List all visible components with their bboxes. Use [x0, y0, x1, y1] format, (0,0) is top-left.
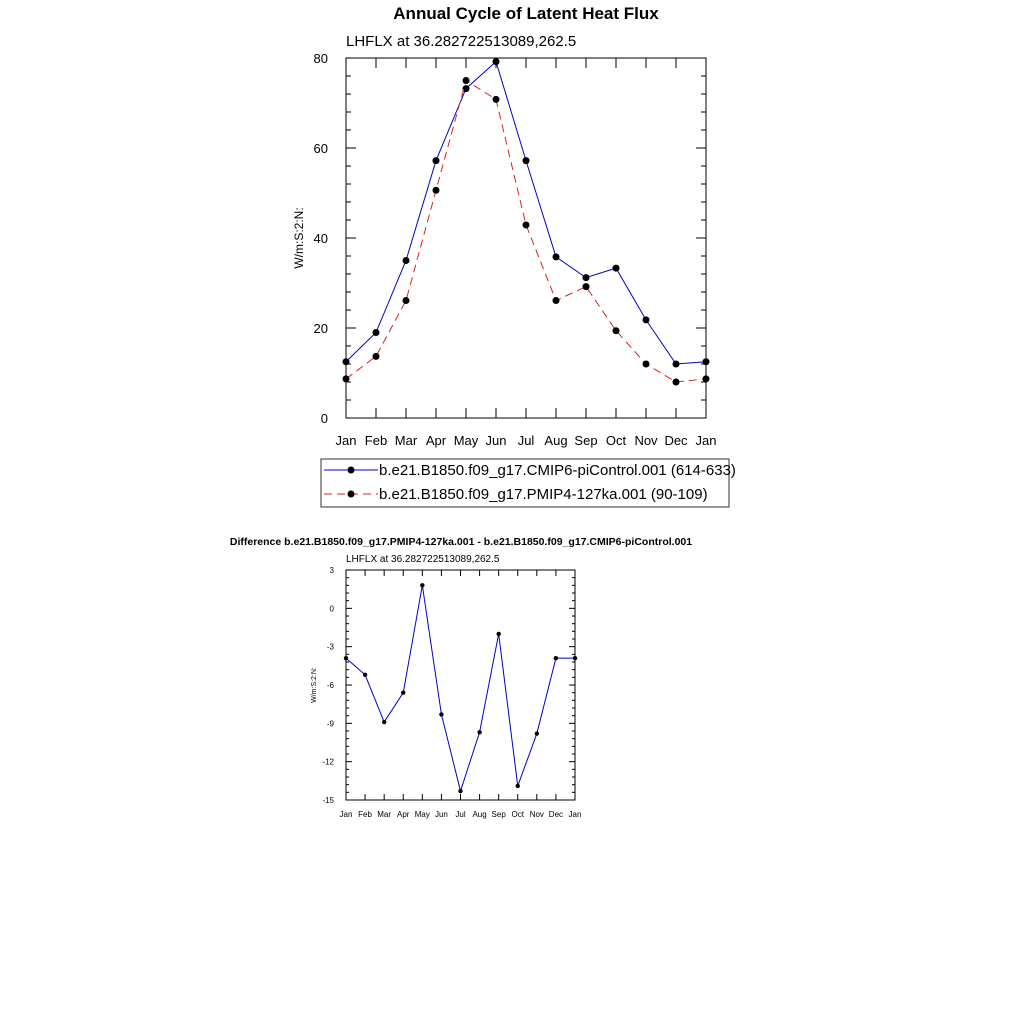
- plot-frame: [346, 58, 706, 418]
- data-point: [583, 274, 590, 281]
- x-tick-label: Feb: [364, 433, 388, 448]
- difference-data-series: [344, 583, 577, 793]
- x-tick-label: Jan: [695, 433, 717, 448]
- data-point: [535, 731, 539, 735]
- x-tick-label: Mar: [394, 433, 418, 448]
- x-tick-label: Jun: [434, 810, 448, 819]
- x-tick-label: Jul: [517, 433, 535, 448]
- difference-plot-frame: [346, 570, 575, 800]
- x-tick-label: Nov: [634, 433, 658, 448]
- x-tick-label: Apr: [425, 433, 447, 448]
- axis-ticks: [346, 58, 706, 418]
- x-tick-label: Oct: [511, 810, 524, 819]
- y-tick-label: 80: [313, 51, 328, 66]
- y-tick-labels: [314, 51, 328, 426]
- legend-marker-1: [348, 491, 355, 498]
- data-point: [523, 221, 530, 228]
- x-tick-label: Mar: [377, 810, 392, 819]
- series-line-0: [346, 62, 706, 364]
- data-point: [643, 361, 650, 368]
- legend-marker-0: [348, 467, 355, 474]
- y-tick-label: 3: [329, 566, 334, 575]
- data-point: [458, 789, 462, 793]
- x-tick-label: Jan: [339, 810, 353, 819]
- difference-chart-title: Difference b.e21.B1850.f09_g17.PMIP4-127ka.001 - b.e21.B1850.f09_g17.CMIP6-piControl.001: [229, 536, 693, 548]
- y-tick-label: -6: [326, 681, 334, 690]
- y-axis-label: W/m:S:2:N:: [292, 207, 306, 269]
- x-tick-label: Feb: [358, 810, 372, 819]
- chart-title: Annual Cycle of Latent Heat Flux: [393, 4, 659, 23]
- difference-y-tick-labels: [322, 566, 334, 805]
- legend: [321, 459, 736, 507]
- data-point: [523, 157, 530, 164]
- data-point: [433, 187, 440, 194]
- y-tick-label: -15: [322, 796, 334, 805]
- data-point: [439, 712, 443, 716]
- legend-label-0: b.e21.B1850.f09_g17.CMIP6-piControl.001 (614-633): [379, 462, 736, 479]
- data-point: [493, 58, 500, 65]
- difference-chart-subtitle: LHFLX at 36.282722513089,262.5: [346, 554, 500, 565]
- x-tick-label: Apr: [397, 810, 410, 819]
- data-point: [403, 257, 410, 264]
- y-tick-label: -9: [326, 719, 334, 729]
- data-point: [403, 297, 410, 304]
- difference-chart: [230, 536, 692, 819]
- data-point: [420, 583, 424, 587]
- data-point: [553, 253, 560, 260]
- annual-cycle-chart: [292, 4, 716, 448]
- data-point: [433, 157, 440, 164]
- y-tick-label: 60: [313, 141, 328, 156]
- data-point: [363, 673, 367, 677]
- x-tick-label: Oct: [605, 433, 627, 448]
- data-point: [554, 656, 558, 660]
- y-tick-label: -12: [322, 757, 334, 767]
- y-tick-label: 20: [313, 321, 328, 336]
- data-series: [343, 58, 710, 385]
- chart-subtitle: LHFLX at 36.282722513089,262.5: [346, 33, 577, 50]
- y-tick-label: 40: [313, 231, 328, 246]
- data-point: [496, 632, 500, 636]
- x-tick-label: May: [453, 433, 479, 448]
- data-point: [613, 327, 620, 334]
- data-point: [401, 690, 405, 694]
- x-tick-label: Sep: [491, 810, 506, 819]
- x-tick-label: Dec: [664, 433, 688, 448]
- x-tick-label: Aug: [544, 433, 568, 448]
- data-point: [673, 361, 680, 368]
- legend-label-1: b.e21.B1850.f09_g17.PMIP4-127ka.001 (90-109): [379, 486, 708, 503]
- y-tick-label: 0: [329, 604, 334, 614]
- data-point: [613, 265, 620, 272]
- legend-entry-1: [324, 486, 708, 503]
- difference-x-tick-labels: [340, 810, 582, 819]
- data-point: [493, 96, 500, 103]
- y-tick-label: -3: [326, 642, 334, 652]
- series-line-1: [346, 81, 706, 383]
- data-point: [553, 297, 560, 304]
- data-point: [382, 720, 386, 724]
- x-tick-label: May: [414, 810, 430, 819]
- x-tick-label: Jan: [568, 810, 582, 819]
- x-tick-label: Jun: [485, 433, 507, 448]
- data-point: [477, 730, 481, 734]
- legend-entry-0: [324, 462, 736, 479]
- data-point: [516, 784, 520, 788]
- x-tick-label: Dec: [548, 810, 564, 819]
- x-tick-label: Jul: [455, 810, 466, 819]
- difference-y-axis-label: W/m:S:2:N:: [311, 667, 318, 703]
- x-tick-label: Jan: [335, 433, 357, 448]
- data-point: [373, 329, 380, 336]
- data-point: [673, 379, 680, 386]
- y-tick-label: 0: [320, 411, 328, 426]
- difference-axis-ticks: [346, 570, 575, 800]
- x-tick-labels: [336, 433, 717, 448]
- x-tick-label: Aug: [472, 810, 487, 819]
- x-tick-label: Sep: [574, 433, 598, 448]
- series-line-0: [346, 585, 575, 791]
- data-point: [583, 283, 590, 290]
- data-point: [643, 316, 650, 323]
- data-point: [463, 77, 470, 84]
- x-tick-label: Nov: [529, 810, 544, 819]
- data-point: [373, 353, 380, 360]
